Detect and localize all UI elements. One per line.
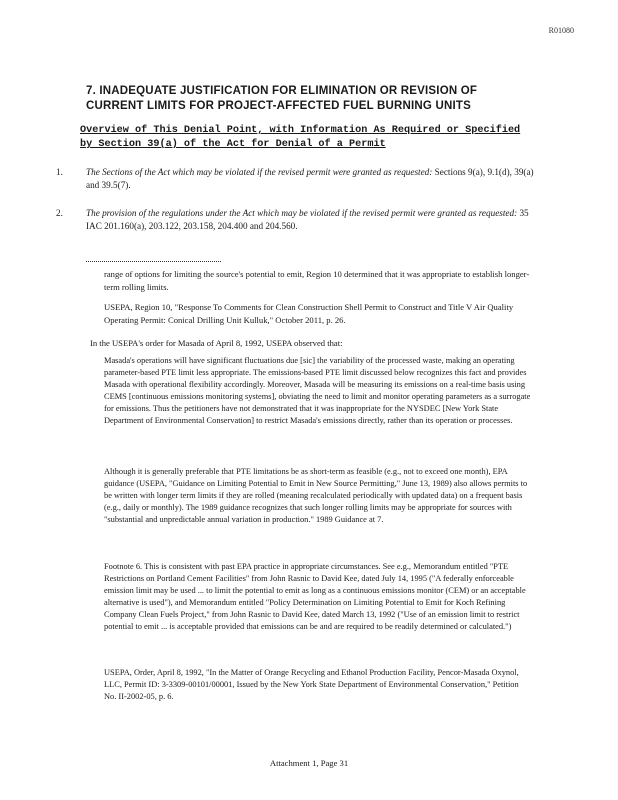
item-text: The provision of the regulations under the Act which may be violated if the revised permit were granted as requested: (86, 208, 518, 218)
page-footer: Attachment 1, Page 31 (269, 758, 349, 768)
document-id: R01080 (548, 26, 574, 35)
item-number: 1. (56, 167, 63, 177)
item-value: Sections 9(a), 9.1(d), 39(a) and 39.5(7). (86, 167, 534, 190)
item-value: 35 IAC 201.160(a), 203.122, 203.158, 204.400 and 204.560. (86, 208, 529, 231)
item-number: 2. (56, 208, 63, 218)
item-text: The Sections of the Act which may be violated if the revised permit were granted as requested: (86, 167, 433, 177)
numbered-item-1 (56, 166, 536, 192)
footnote-citation: USEPA, Region 10, "Response To Comments for Clean Construction Shell Permit to Construct and Title V Air Quality Operating Permit: Conical Drilling Unit Kulluk," October 2011, p. 26. (104, 302, 514, 325)
overview-heading: Overview of This Denial Point, with Information As Required or Specified by Section 39(a) of the Act for Denial of a Permit (80, 125, 521, 150)
block-quote: USEPA, Order, April 8, 1992, "In the Matter of Orange Recycling and Ethanol Production Facility, Pencor-Masada Oxynol, LLC, Permit ID: 3-3309-00101/00001, Issued by the New York State Department of Environmental Conservation," Petition No. II-2002-05, p. 6. (104, 668, 519, 701)
footnote-separator (86, 261, 221, 262)
footnote-continuation: range of options for limiting the source's potential to emit, Region 10 determined that it was appropriate to establish longer-term rolling limits. (104, 269, 530, 292)
numbered-item-2 (56, 207, 536, 233)
block-quote: Footnote 6. This is consistent with past EPA practice in appropriate circumstances. See e.g., Memorandum entitled "PTE Restrictions on Portland Cement Facilities" from John Rasnic to David Kee, dated July 14, 1995 ("A federally enforceable emission limit may be used ... to limit the potential to emit as long as a continuous emissions monitor (CEM) or an acceptable alternative is used"), and Memorandum entitled "Policy Determination on Limiting Potential to Emit for Koch Refining Company Clean Fuels Project," from John Rasnic to David Kee, dated March 13, 1992 ("Use of an emission limit to restrict potential to emit ... is acceptable provided that emissions can be and are required to be readily determined or calculated.") (104, 562, 526, 631)
section-title: 7. INADEQUATE JUSTIFICATION FOR ELIMINATION OR REVISION OF CURRENT LIMITS FOR PROJECT-AFFECTED FUEL BURNING UNITS (86, 85, 478, 112)
block-quote: Masada's operations will have significant fluctuations due [sic] the variability of the processed waste, making an operating parameter-based PTE limit less appropriate. The emissions-based PTE limit discussed below recognizes this fact and provides Masada with operational flexibility accordingly. Moreover, Masada will be measuring its emissions on a real-time basis using CEMS [continuous emissions monitoring systems], obviating the need to limit and monitor operating parameters as a surrogate for emissions. Thus the petitioners have not demonstrated that it was inappropriate for the NYSDEC [New York State Department of Environmental Conservation] to restrict Masada's emissions directly, rather than its operation or processes. (104, 356, 531, 425)
block-quote: Although it is generally preferable that PTE limitations be as short-term as feasible (e.g., not to exceed one month), EPA guidance (USEPA, "Guidance on Limiting Potential to Emit in New Source Permitting," June 13, 1989) also allows permits to be written with longer term limits if they are rolled (meaning recalculated periodically with updated data) on a frequent basis (e.g., daily or monthly). The 1989 guidance recognizes that such longer rolling limits may be appropriate for sources with "substantial and unpredictable annual variation in production." 1989 Guidance at 7. (104, 467, 528, 524)
intro-paragraph: In the USEPA's order for Masada of April 8, 1992, USEPA observed that: (90, 338, 343, 348)
